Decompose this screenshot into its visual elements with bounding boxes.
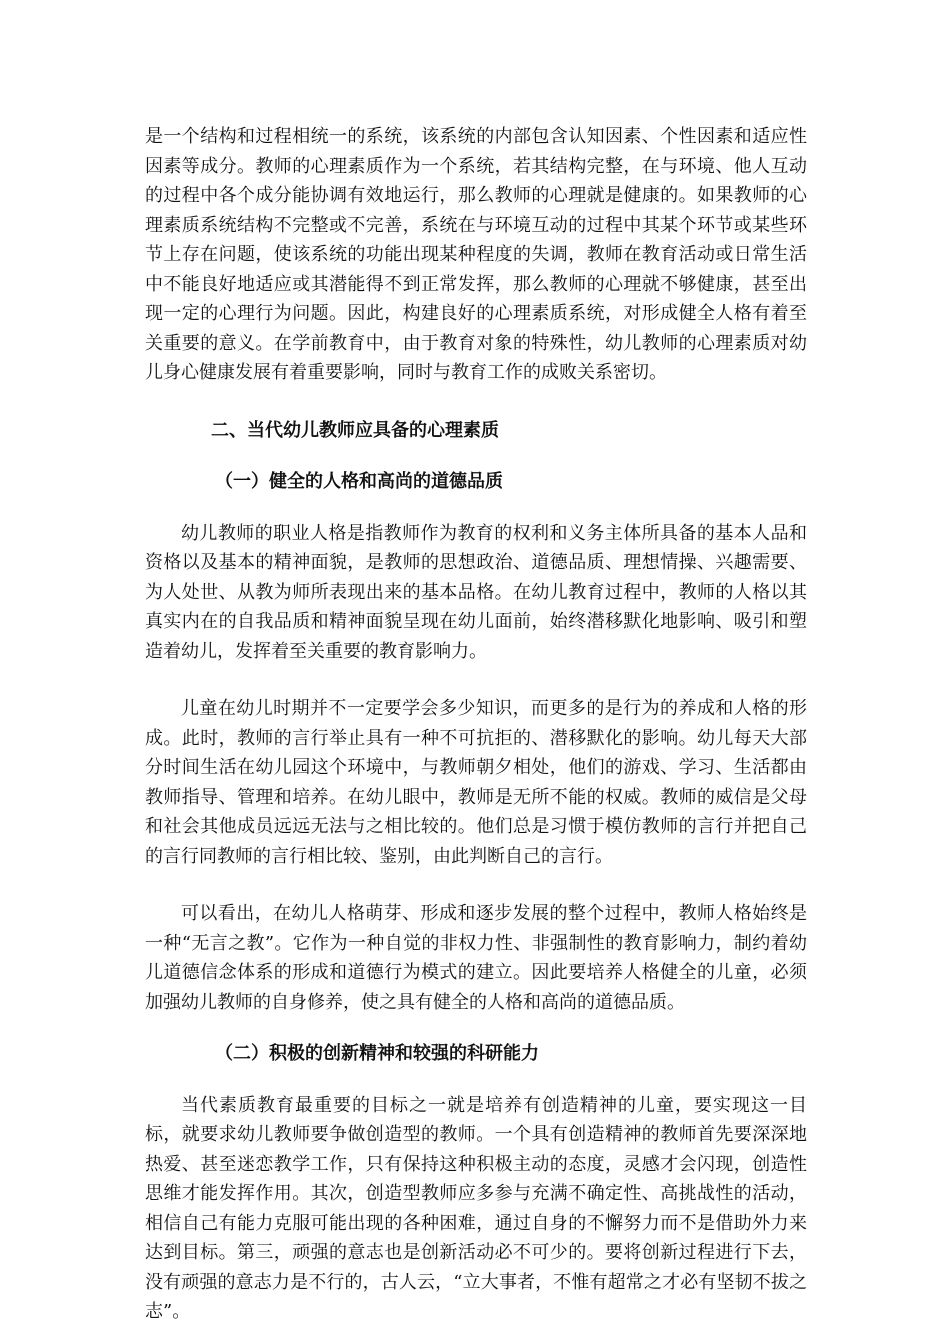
subsection-heading-2: （二）积极的创新精神和较强的科研能力 [215,1043,539,1064]
body-paragraph: 可以看出，在幼儿人格萌芽、形成和逐步发展的整个过程中，教师人格始终是一种“无言之教”。它作为一种自觉的非权力性、非强制性的教育影响力，制约着幼儿道德信念体系的形成和道德行为模式的建立。因此要培养人格健全的儿童，必须加强幼儿教师的自身修养，使之具有健全的人格和高尚的道德品质。 [145,903,807,1013]
body-paragraph: 幼儿教师的职业人格是指教师作为教育的权利和义务主体所具备的基本人品和资格以及基本的精神面貌，是教师的思想政治、道德品质、理想情操、兴趣需要、为人处世、从教为师所表现出来的基本品格。在幼儿教育过程中，教师的人格以其真实内在的自我品质和精神面貌呈现在幼儿面前，始终潜移默化地影响、吸引和塑造着幼儿，发挥着至关重要的教育影响力。 [145,522,807,662]
body-paragraph: 当代素质教育最重要的目标之一就是培养有创造精神的儿童，要实现这一目标，就要求幼儿教师要争做创造型的教师。一个具有创造精神的教师首先要深深地热爱、甚至迷恋教学工作，只有保持这种积极主动的态度，灵感才会闪现，创造性思维才能发挥作用。其次，创造型教师应多参与充满不确定性、高挑战性的活动，相信自己有能力克服可能出现的各种困难，通过自身的不懈努力而不是借助外力来达到目标。第三，顽强的意志也是创新活动必不可少的。要将创新过程进行下去，没有顽强的意志力是不行的，古人云，“立大事者，不惟有超常之才必有坚韧不拔之志”。 [145,1094,807,1322]
intro-paragraph: 是一个结构和过程相统一的系统，该系统的内部包含认知因素、个性因素和适应性因素等成分。教师的心理素质作为一个系统，若其结构完整，在与环境、他人互动的过程中各个成分能协调有效地运行，那么教师的心理就是健康的。如果教师的心理素质系统结构不完整或不完善，系统在与环境互动的过程中其某个环节或某些环节上存在问题，使该系统的功能出现某种程度的失调，教师在教育活动或日常生活中不能良好地适应或其潜能得不到正常发挥，那么教师的心理就不够健康，甚至出现一定的心理行为问题。因此，构建良好的心理素质系统，对形成健全人格有着至关重要的意义。在学前教育中，由于教育对象的特殊性，幼儿教师的心理素质对幼儿身心健康发展有着重要影响，同时与教育工作的成败关系密切。 [145,126,807,383]
section-heading: 二、当代幼儿教师应具备的心理素质 [211,419,499,441]
subsection-heading-1: （一）健全的人格和高尚的道德品质 [215,471,503,492]
body-paragraph: 儿童在幼儿时期并不一定要学会多少知识，而更多的是行为的养成和人格的形成。此时，教师的言行举止具有一种不可抗拒的、潜移默化的影响。幼儿每天大部分时间生活在幼儿园这个环境中，与教师朝夕相处，他们的游戏、学习、生活都由教师指导、管理和培养。在幼儿眼中，教师是无所不能的权威。教师的威信是父母和社会其他成员远远无法与之相比较的。他们总是习惯于模仿教师的言行并把自己的言行同教师的言行相比较、鉴别，由此判断自己的言行。 [145,698,807,867]
document-body [145,122,807,1327]
